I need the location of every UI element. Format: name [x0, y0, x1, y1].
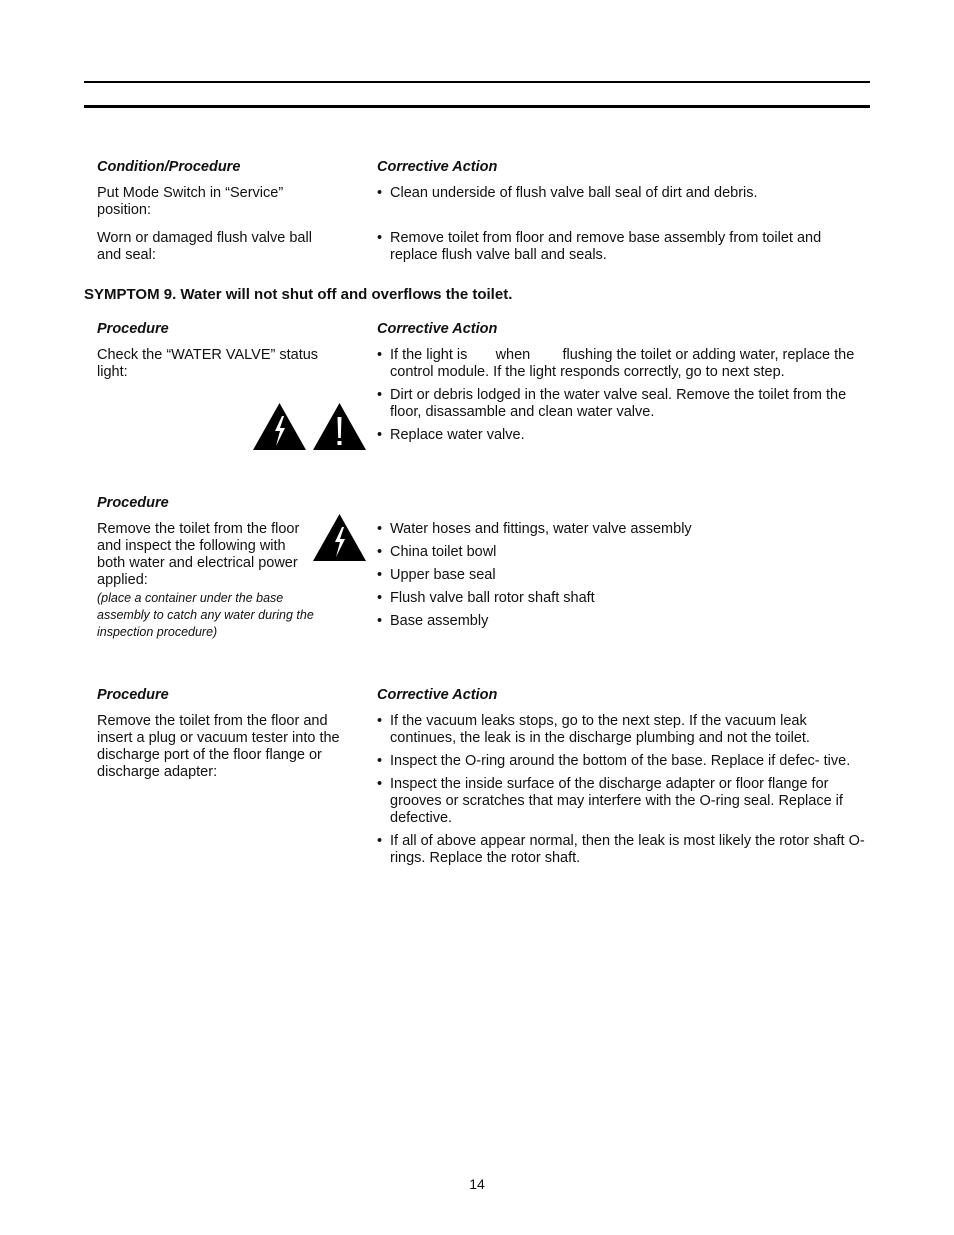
list-item: • Upper base seal [377, 567, 867, 584]
header-rule-top [84, 81, 870, 83]
procedure-header: Procedure [97, 321, 169, 337]
condition-text: Put Mode Switch in “Service” position: [97, 185, 284, 218]
corrective-action-list [377, 347, 867, 450]
procedure-text: Remove the toilet from the floor and inspect the following with both water and electrical power applied: [97, 521, 300, 588]
corrective-action-list [377, 230, 867, 270]
header-rule-bottom [84, 105, 870, 108]
procedure-text: Remove the toilet from the floor and insert a plug or vacuum tester into the discharge port of the floor flange or discharge adapter: [97, 713, 340, 780]
warning-exclamation-icon [312, 402, 367, 451]
list-item: • If the light is when flushing the toilet or adding water, replace the control module. If the light responds correctly, go to next step. [377, 347, 867, 381]
procedure-header: Procedure [97, 495, 169, 511]
procedure-header: Procedure [97, 687, 169, 703]
list-item: • If all of above appear normal, then the leak is most likely the rotor shaft O-rings. Replace the rotor shaft. [377, 833, 867, 867]
list-item: • Clean underside of flush valve ball seal of dirt and debris. [377, 185, 867, 202]
list-item: • Replace water valve. [377, 427, 867, 444]
procedure-note: (place a container under the base assembly to catch any water during the inspection procedure) [97, 591, 314, 639]
list-item: • Dirt or debris lodged in the water valve seal. Remove the toilet from the floor, disassamble and clean water valve. [377, 387, 867, 421]
list-item: • Base assembly [377, 613, 867, 630]
corrective-action-header: Corrective Action [377, 159, 498, 175]
electrical-hazard-icon [312, 513, 367, 562]
list-item: • Water hoses and fittings, water valve assembly [377, 521, 867, 538]
corrective-action-list [377, 713, 867, 873]
corrective-action-header: Corrective Action [377, 687, 498, 703]
list-item: • Remove toilet from floor and remove base assembly from toilet and replace flush valve ball and seals. [377, 230, 867, 264]
list-item: • Flush valve ball rotor shaft shaft [377, 590, 867, 607]
electrical-hazard-icon [252, 402, 307, 451]
condition-procedure-header: Condition/Procedure [97, 159, 241, 175]
list-item: • China toilet bowl [377, 544, 867, 561]
corrective-action-list [377, 185, 867, 208]
list-item: • If the vacuum leaks stops, go to the next step. If the vacuum leak continues, the leak is in the discharge plumbing and not the toilet. [377, 713, 867, 747]
procedure-text: Check the “WATER VALVE” status light: [97, 347, 319, 380]
list-item: • Inspect the O-ring around the bottom of the base. Replace if defec- tive. [377, 753, 867, 770]
list-item: • Inspect the inside surface of the discharge adapter or floor flange for grooves or scratches that may interfere with the O-ring seal. Replace if defective. [377, 776, 867, 827]
page-number: 14 [469, 1176, 485, 1192]
inspection-list [377, 521, 867, 636]
condition-text: Worn or damaged flush valve ball and seal: [97, 230, 312, 263]
corrective-action-header: Corrective Action [377, 321, 498, 337]
symptom-9-title: SYMPTOM 9. Water will not shut off and overflows the toilet. [84, 286, 513, 303]
